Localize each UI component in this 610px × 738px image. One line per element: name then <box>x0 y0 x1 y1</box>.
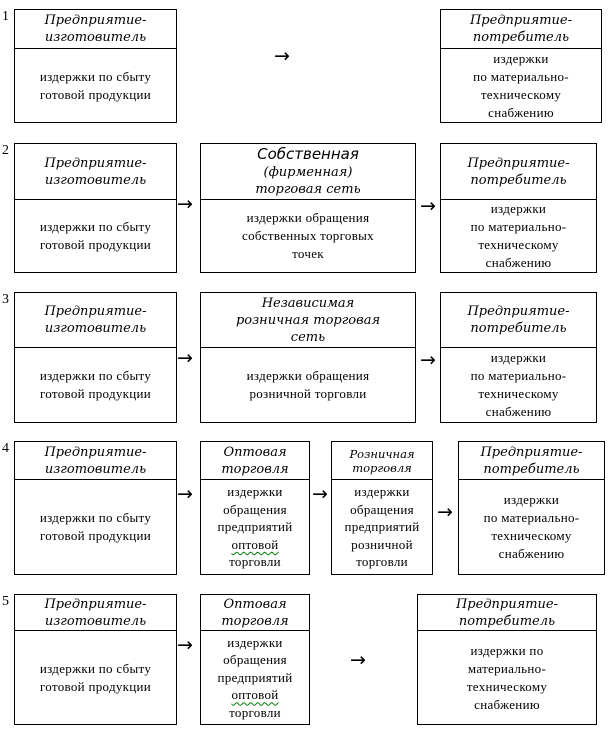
body-line: обращения <box>223 652 287 668</box>
header-line: изготовитель <box>44 30 147 45</box>
box-header <box>15 10 176 49</box>
header-line: Розничная <box>349 446 415 461</box>
arrow-icon: → <box>177 634 193 656</box>
arrow-icon: → <box>274 45 290 67</box>
body-line: по материально- <box>483 510 580 525</box>
body-line: собственных торговых <box>242 228 374 243</box>
box-body <box>201 200 415 272</box>
arrow-icon: → <box>312 483 328 505</box>
body-line: издержки <box>490 350 547 365</box>
box-consumer <box>440 292 597 423</box>
header-line: потребитель <box>483 461 580 477</box>
box-body <box>15 348 176 422</box>
box-body <box>201 348 415 422</box>
body-line: техническому <box>478 386 559 401</box>
body-line: торговли <box>356 554 408 570</box>
header-line: изготовитель <box>44 461 147 477</box>
box-consumer <box>417 594 597 725</box>
box-body <box>15 631 176 724</box>
box-header <box>201 595 309 631</box>
box-header <box>459 442 604 480</box>
body-line: обращения <box>350 501 414 517</box>
box-header <box>441 144 596 200</box>
box-body <box>459 480 604 574</box>
body-line-spellchecked: оптовой <box>231 687 279 703</box>
box-header <box>15 595 176 631</box>
body-line: розничной <box>351 536 413 552</box>
box-header <box>201 293 415 348</box>
box-body <box>418 631 596 724</box>
box-header <box>441 10 601 49</box>
header-line: розничная торговая <box>235 312 381 328</box>
body-line: издержки по сбыту <box>39 368 152 383</box>
box-manufacturer <box>14 143 177 273</box>
box-header <box>332 442 432 480</box>
box-body <box>15 200 176 272</box>
row-number: 4 <box>2 441 9 456</box>
body-line: издержки <box>227 484 283 500</box>
box-retail-trade <box>331 441 433 575</box>
body-line: по материально- <box>470 219 567 234</box>
box-body <box>15 49 176 122</box>
box-consumer <box>440 9 602 123</box>
header-line: торговля <box>352 460 412 475</box>
body-line: издержки <box>503 492 560 507</box>
box-body <box>201 480 309 574</box>
header-line: Оптовая <box>223 444 287 460</box>
body-line: издержки <box>490 201 547 216</box>
header-line: Оптовая <box>223 596 287 612</box>
box-header <box>201 442 309 480</box>
body-line: издержки обращения <box>246 210 370 225</box>
body-line: издержки <box>493 50 549 66</box>
box-header <box>441 293 596 348</box>
header-line: Независимая <box>261 295 355 311</box>
scheme-row-4 <box>0 441 610 575</box>
body-line: предприятий <box>217 669 293 685</box>
box-header <box>418 595 596 631</box>
row-number: 2 <box>2 143 9 158</box>
row-number: 5 <box>2 594 9 609</box>
box-header <box>15 144 176 200</box>
header-line: торговля <box>221 613 289 629</box>
body-line: снабжению <box>488 104 554 120</box>
body-line: торговли <box>229 704 281 720</box>
box-body <box>441 348 596 422</box>
header-line: (фирменная) <box>263 165 353 180</box>
body-line: обращения <box>223 501 287 517</box>
body-line: снабжению <box>485 404 552 419</box>
header-line: Предприятие- <box>467 155 570 171</box>
header-line: Предприятие- <box>44 155 147 171</box>
box-header <box>15 293 176 348</box>
box-manufacturer <box>14 441 177 575</box>
arrow-icon: → <box>350 649 366 671</box>
header-line: потребитель <box>458 613 556 629</box>
body-line: готовой продукции <box>39 678 152 694</box>
body-line: готовой продукции <box>39 528 152 543</box>
header-line: изготовитель <box>44 613 147 629</box>
row-number: 3 <box>2 292 9 307</box>
body-line: издержки <box>354 484 410 500</box>
box-manufacturer <box>14 292 177 423</box>
arrow-icon: → <box>177 483 193 505</box>
scheme-row-2 <box>0 143 610 273</box>
box-own-trade-network <box>200 143 416 273</box>
body-line: по материально- <box>470 368 567 383</box>
box-body <box>15 480 176 574</box>
arrow-icon: → <box>177 347 193 369</box>
arrow-icon: → <box>177 193 193 215</box>
body-line: техническому <box>480 86 562 102</box>
body-line: издержки <box>227 634 283 650</box>
box-independent-retail-network <box>200 292 416 423</box>
header-line: Собственная <box>257 145 359 163</box>
box-header <box>15 442 176 480</box>
box-wholesale-trade <box>200 594 310 725</box>
body-line-spellchecked: оптовой <box>231 536 279 552</box>
scheme-row-5 <box>0 594 610 725</box>
box-body <box>332 480 432 574</box>
body-line: розничной торговли <box>249 386 367 401</box>
header-line: потребитель <box>470 321 567 336</box>
body-line: техническому <box>466 678 548 694</box>
box-manufacturer <box>14 594 177 725</box>
body-line: техническому <box>491 528 572 543</box>
header-line: Предприятие- <box>480 444 583 460</box>
box-body <box>441 200 596 272</box>
body-line: предприятий <box>217 519 293 535</box>
body-line: предприятий <box>344 519 420 535</box>
box-body <box>201 631 309 724</box>
scheme-row-3 <box>0 292 610 423</box>
header-line: Предприятие- <box>469 13 573 28</box>
box-wholesale-trade <box>200 441 310 575</box>
box-manufacturer <box>14 9 177 123</box>
body-line: издержки обращения <box>246 368 370 383</box>
header-line: изготовитель <box>44 321 147 336</box>
header-line: сеть <box>290 329 326 345</box>
body-line: издержки по <box>470 642 544 658</box>
header-line: Предприятие- <box>44 304 147 319</box>
body-line: техническому <box>478 237 559 252</box>
header-line: Предприятие- <box>44 13 147 28</box>
header-line: торговля <box>221 461 289 477</box>
header-line: потребитель <box>470 172 567 188</box>
header-line: Предприятие- <box>467 304 570 319</box>
box-consumer <box>440 143 597 273</box>
box-body <box>441 49 601 122</box>
row-number: 1 <box>2 9 9 24</box>
arrow-icon: → <box>437 501 453 523</box>
header-line: Предприятие- <box>44 596 147 612</box>
body-line: издержки по сбыту <box>39 660 152 676</box>
header-line: потребитель <box>472 30 570 45</box>
body-line: снабжению <box>498 546 565 561</box>
box-header <box>201 144 415 200</box>
body-line: готовой продукции <box>39 86 152 102</box>
box-consumer <box>458 441 605 575</box>
header-line: торговая сеть <box>255 182 361 197</box>
body-line: издержки по сбыту <box>39 510 152 525</box>
arrow-icon: → <box>420 195 436 217</box>
body-line: готовой продукции <box>39 237 152 252</box>
body-line: готовой продукции <box>39 386 152 401</box>
header-line: Предприятие- <box>455 596 559 612</box>
body-line: снабжению <box>485 255 552 270</box>
body-line: снабжению <box>474 696 540 712</box>
body-line: по материально- <box>473 68 569 84</box>
header-line: изготовитель <box>44 172 147 188</box>
body-line: точек <box>292 246 324 261</box>
body-line: издержки по сбыту <box>39 68 152 84</box>
body-line: материально- <box>467 660 547 676</box>
scheme-row-1 <box>0 9 610 123</box>
arrow-icon: → <box>420 349 436 371</box>
body-line: торговли <box>229 554 281 570</box>
header-line: Предприятие- <box>44 444 147 460</box>
body-line: издержки по сбыту <box>39 219 152 234</box>
